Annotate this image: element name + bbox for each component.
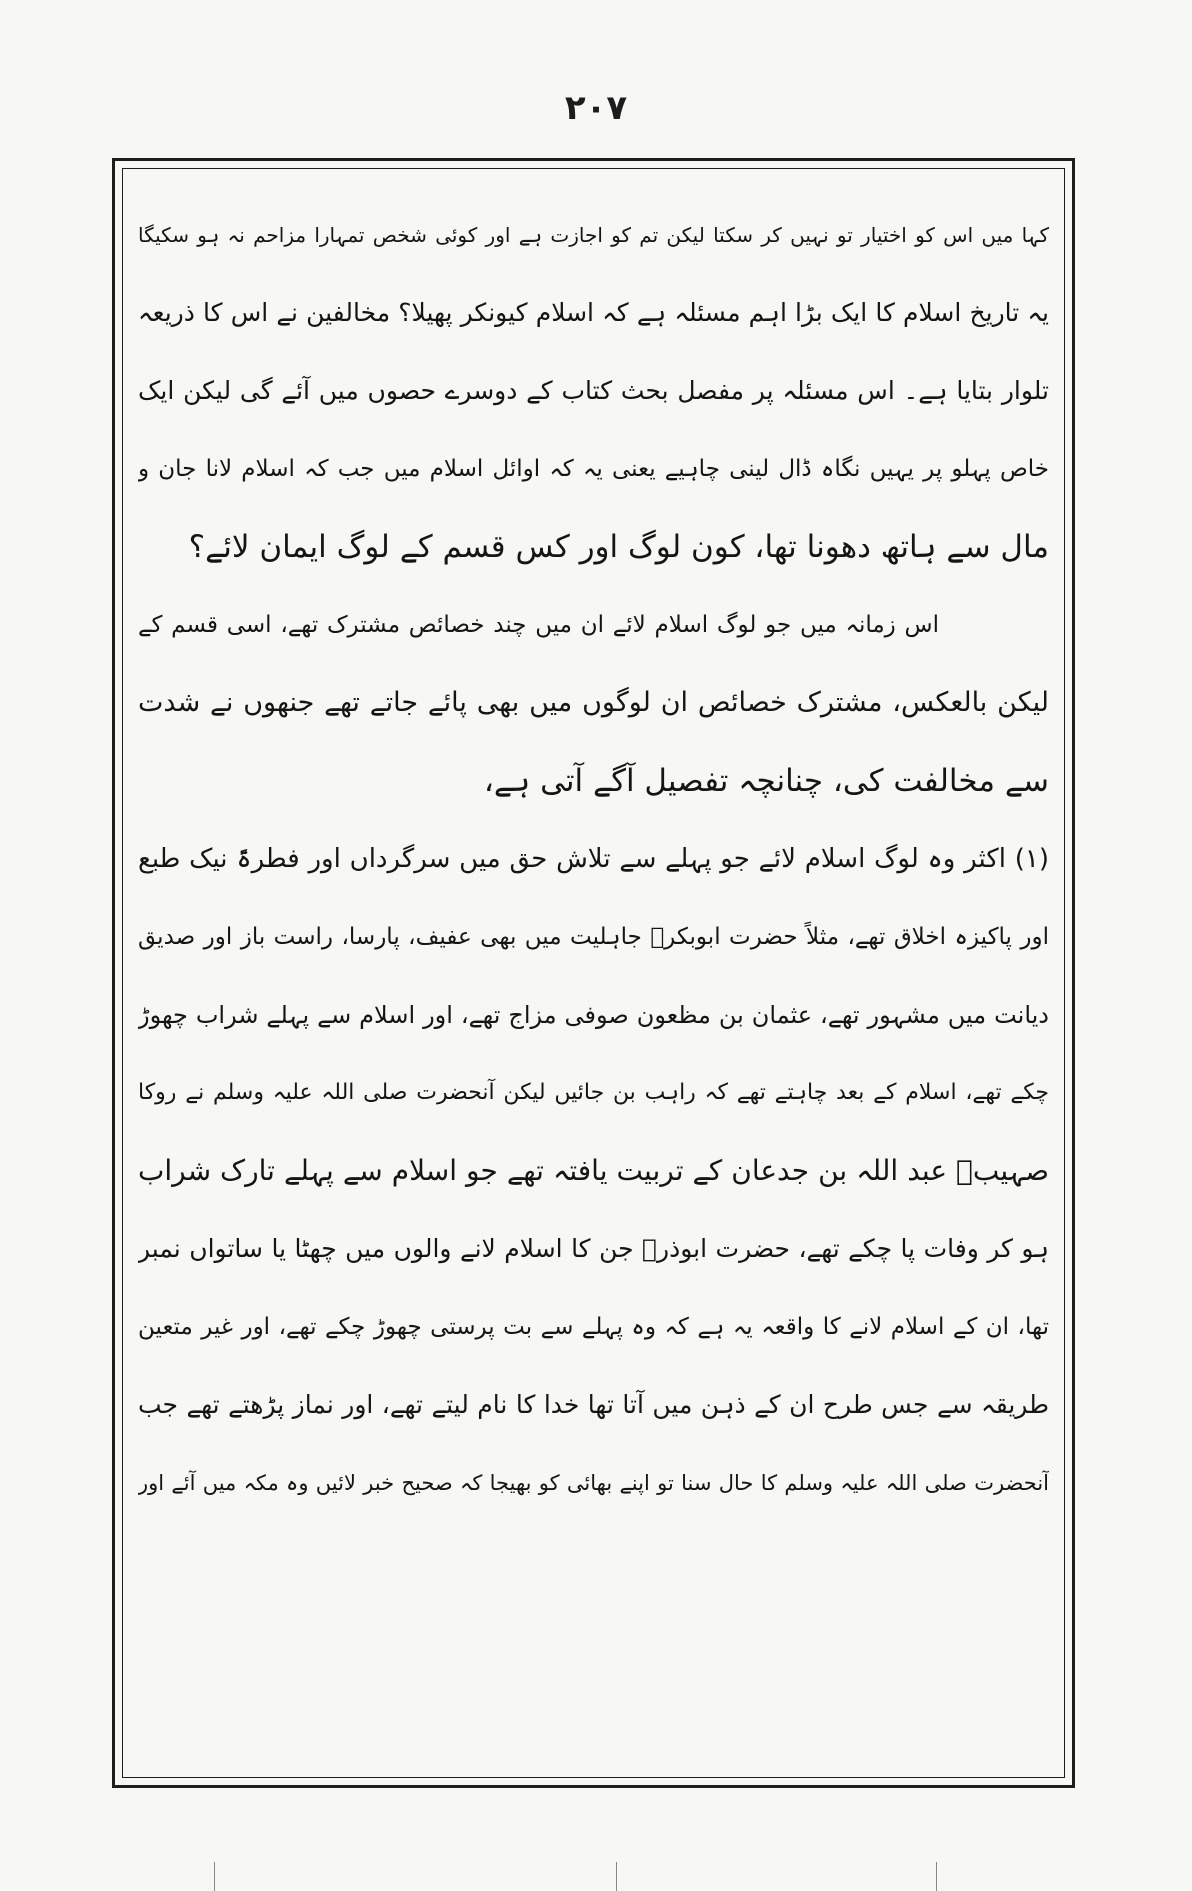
text-line: صہیبؓ عبد اللہ بن جدعان کے تربیت یافتہ تھے جو اسلام سے پہلے تارک شراب [138, 1154, 1049, 1187]
text-line: اس زمانہ میں جو لوگ اسلام لائے ان میں چند خصائص مشترک تھے، اسی قسم کے [138, 612, 939, 638]
scan-mark [616, 1862, 617, 1891]
text-line: لیکن بالعکس، مشترک خصائص ان لوگوں میں بھی پائے جاتے تھے جنھوں نے شدت [138, 687, 1049, 718]
body-text [138, 196, 1049, 1522]
page-number: ۲۰۷ [564, 88, 628, 128]
text-line: چکے تھے، اسلام کے بعد چاہتے تھے کہ راہب بن جائیں لیکن آنحضرت صلی اللہ علیہ وسلم نے روکا [138, 1080, 1049, 1105]
text-line: سے مخالفت کی، چنانچہ تفصیل آگے آتی ہے، [483, 763, 1049, 799]
text-line: مال سے ہاتھ دھونا تھا، کون لوگ اور کس قسم کے لوگ ایمان لائے؟ [188, 529, 1049, 565]
text-line: دیانت میں مشہور تھے، عثمان بن مظعون صوفی مزاج تھے، اور اسلام سے پہلے شراب چھوڑ [138, 1001, 1049, 1029]
text-line: خاص پہلو پر یہیں نگاہ ڈال لینی چاہیے یعنی یہ کہ اوائل اسلام میں جب کہ اسلام لانا جان و [138, 456, 1049, 482]
text-line: تھا، ان کے اسلام لانے کا واقعہ یہ ہے کہ وہ پہلے سے بت پرستی چھوڑ چکے تھے، اور غیر متعین [138, 1314, 1049, 1340]
text-line: ہو کر وفات پا چکے تھے، حضرت ابوذرؓ جن کا اسلام لانے والوں میں چھٹا یا ساتواں نمبر [138, 1234, 1049, 1263]
text-line: (۱) اکثر وہ لوگ اسلام لائے جو پہلے سے تلاش حق میں سرگرداں اور فطرۃً نیک طبع [138, 844, 1049, 874]
text-line: تلوار بتایا ہے۔ اس مسئلہ پر مفصل بحث کتاب کے دوسرے حصوں میں آئے گی لیکن ایک [138, 376, 1049, 405]
text-line: طریقہ سے جس طرح ان کے ذہن میں آتا تھا خدا کا نام لیتے تھے، اور نماز پڑھتے تھے جب [138, 1390, 1049, 1419]
text-line: یہ تاریخ اسلام کا ایک بڑا اہم مسئلہ ہے کہ اسلام کیونکر پھیلا؟ مخالفین نے اس کا ذریعہ [138, 298, 1049, 327]
text-line: کہا میں اس کو اختیار تو نہیں کر سکتا لیکن تم کو اجازت ہے اور کوئی شخص تمہارا مزاحم نہ ہو سکیگا [138, 223, 1049, 247]
scan-mark [936, 1862, 937, 1891]
text-line: آنحضرت صلی اللہ علیہ وسلم کا حال سنا تو اپنے بھائی کو بھیجا کہ صحیح خبر لائیں وہ مکہ میں آئے اور [138, 1471, 1049, 1495]
text-line: اور پاکیزہ اخلاق تھے، مثلاً حضرت ابوبکرؓ جاہلیت میں بھی عفیف، پارسا، راست باز اور صدیق [138, 924, 1049, 950]
scan-mark [214, 1862, 215, 1891]
